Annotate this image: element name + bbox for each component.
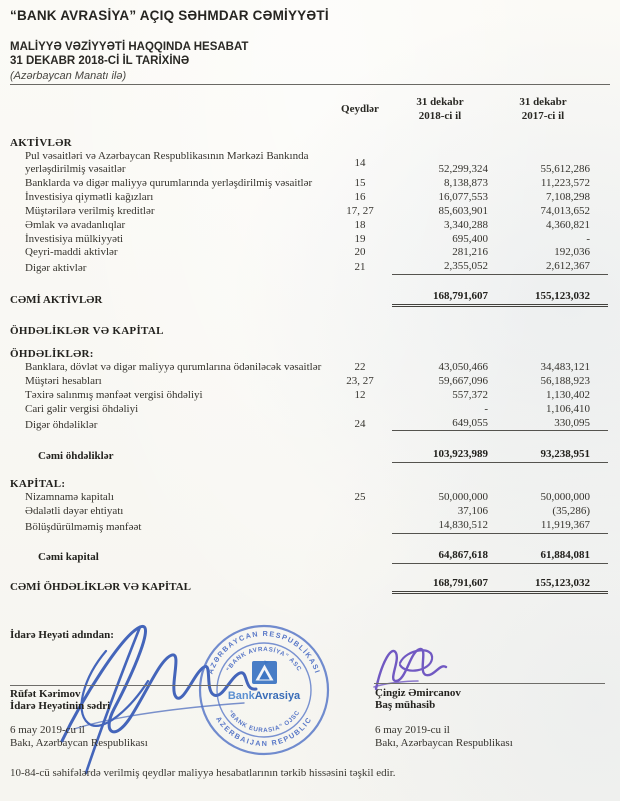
row-value-2017: 330,095 — [496, 417, 608, 432]
signature-place-left: Bakı, Azərbaycan Respublikası — [10, 737, 148, 749]
total-assets-row — [0, 290, 620, 307]
row-value-2017: (35,286) — [552, 505, 590, 518]
row-label: Müştəri hesabları — [25, 374, 102, 387]
on-behalf-label: İdarə Heyəti adından: — [10, 629, 114, 641]
row-value-2017: 56,188,923 — [540, 374, 590, 387]
notes-reference-footer: 10-84-cü səhifələrdə verilmiş qeydlər maliyyə hesabatlarının tərkib hissəsini təşkil edir. — [10, 767, 396, 779]
currency-note: (Azərbaycan Manatı ilə) — [10, 69, 127, 82]
row-note: 22 — [354, 361, 366, 374]
row-value-2018: 3,340,288 — [444, 218, 488, 231]
table-row — [0, 505, 620, 518]
row-note: 17, 27 — [346, 204, 374, 217]
bank-wordmark: BankAvrasiya — [227, 690, 301, 702]
row-note: 21 — [354, 261, 366, 274]
section-heading-capital: KAPİTAL: — [10, 478, 66, 491]
row-note: 15 — [354, 177, 366, 190]
row-label: Pul vəsaitləri və Azərbaycan Respublikasının Mərkəzi Bankında yerləşdirilmiş vəsaitlər — [25, 150, 309, 176]
row-value-2018: 50,000,000 — [438, 491, 488, 504]
grand-total-value-2017: 155,123,032 — [496, 577, 608, 594]
row-value-2017: 50,000,000 — [540, 491, 590, 504]
total-value-2018: 168,791,607 — [392, 290, 496, 307]
row-value-2018: 85,603,901 — [438, 204, 488, 217]
grand-total-label: CƏMİ ÖHDƏLİKLƏR VƏ KAPİTAL — [10, 580, 191, 593]
row-label: Digər aktivlər — [25, 262, 87, 275]
row-value-2018: - — [484, 402, 488, 415]
row-label: Cari gəlir vergisi öhdəliyi — [25, 402, 139, 415]
accountant-title: Baş mühasib — [375, 699, 436, 711]
table-row — [0, 205, 620, 218]
row-value-2018: 2,355,052 — [392, 260, 496, 275]
signature-section — [0, 601, 620, 767]
table-row — [0, 491, 620, 504]
total-liabilities-row — [0, 448, 620, 463]
report-title-line2: 31 DEKABR 2018-Cİ İL TARİXİNƏ — [10, 55, 190, 68]
row-note: 16 — [354, 191, 366, 204]
table-row — [0, 150, 620, 176]
table-row — [0, 403, 620, 416]
table-row — [0, 260, 620, 275]
signature-line-left — [10, 685, 243, 686]
row-value-2017: 1,130,402 — [546, 388, 590, 401]
total-label: Cəmi kapital — [38, 550, 99, 563]
table-row — [0, 519, 620, 534]
column-header-2017: 31 dekabr 2017-ci il — [519, 95, 567, 122]
row-value-2017: 11,919,367 — [496, 519, 608, 534]
total-value-2017: 61,884,081 — [496, 549, 608, 564]
row-label: İnvestisiya mülkiyyəti — [25, 232, 124, 245]
row-note: 14 — [354, 156, 366, 169]
row-note: 12 — [354, 388, 366, 401]
row-value-2018: 281,216 — [452, 246, 488, 259]
row-label: Digər öhdəliklər — [25, 418, 98, 431]
row-value-2018: 16,077,553 — [438, 191, 488, 204]
stamp-text-inner-top: “BANK AVRASİYA” ASC — [225, 645, 303, 673]
total-value-2018: 64,867,618 — [392, 549, 496, 564]
total-value-2018: 103,923,989 — [392, 448, 496, 463]
signature-line-right — [374, 683, 605, 684]
signature-date-right: 6 may 2019-cu il — [375, 724, 450, 736]
table-row — [0, 233, 620, 246]
row-value-2017: 4,360,821 — [546, 218, 590, 231]
section-heading-liabilities-and-equity: ÖHDƏLİKLƏR VƏ KAPİTAL — [10, 325, 164, 338]
stamp-text-inner-bottom: “BANK EURASIA” OJSC — [226, 709, 302, 735]
column-header-notes: Qeydlər — [341, 103, 379, 116]
stamp-text-outer-top: AZƏRBAYCAN RESPUBLİKASI — [205, 628, 323, 676]
row-note: 18 — [354, 218, 366, 231]
signature-date-left: 6 may 2019-cu il — [10, 724, 85, 736]
row-value-2017: 55,612,286 — [540, 163, 590, 176]
row-label: Ədalətli dəyər ehtiyatı — [25, 505, 124, 518]
report-title — [10, 40, 608, 69]
row-value-2018: 557,372 — [452, 388, 488, 401]
total-label: CƏMİ AKTİVLƏR — [10, 294, 103, 307]
row-value-2017: 1,106,410 — [546, 402, 590, 415]
row-value-2018: 649,055 — [392, 417, 496, 432]
stamp-text-outer-bottom: AZERBAIJAN REPUBLIC — [214, 714, 314, 749]
row-label: Əmlak və avadanlıqlar — [25, 218, 126, 231]
row-label: Qeyri-maddi aktivlər — [25, 246, 118, 259]
row-value-2017: 2,612,367 — [496, 260, 608, 275]
row-note: 24 — [354, 417, 366, 430]
grand-total-value-2018: 168,791,607 — [392, 577, 496, 594]
row-value-2018: 695,400 — [452, 232, 488, 245]
row-label: İnvestisiya qiymətli kağızları — [25, 191, 154, 204]
row-value-2017: 74,013,652 — [540, 204, 590, 217]
total-value-2017: 93,238,951 — [496, 448, 608, 463]
row-label: Müştərilərə verilmiş kreditlər — [25, 204, 155, 217]
accountant-name: Çingiz Əmircanov — [375, 687, 461, 699]
total-label: Cəmi öhdəliklər — [38, 450, 114, 463]
row-value-2017: 11,223,572 — [540, 177, 590, 190]
row-note: 20 — [354, 246, 366, 259]
row-note: 25 — [354, 491, 366, 504]
row-value-2017: 192,036 — [554, 246, 590, 259]
row-value-2017: - — [586, 232, 590, 245]
table-row — [0, 219, 620, 232]
header-rule — [10, 84, 610, 85]
row-label: Təxirə salınmış mənfəət vergisi öhdəliyi — [25, 388, 203, 401]
chairman-name: Rüfət Kərimov — [10, 688, 81, 700]
report-title-line1: MALİYYƏ VƏZİYYƏTİ HAQQINDA HESABAT — [10, 41, 249, 53]
row-label: Nizamnamə kapitalı — [25, 491, 114, 504]
row-value-2018: 8,138,873 — [444, 177, 488, 190]
table-row — [0, 361, 620, 374]
grand-total-row — [0, 577, 620, 594]
row-value-2018: 52,299,324 — [438, 163, 488, 176]
row-note: 23, 27 — [346, 374, 374, 387]
chairman-title: İdarə Heyətinin sədri — [10, 700, 111, 712]
row-label: Bölüşdürülməmiş mənfəət — [25, 520, 142, 533]
table-row — [0, 417, 620, 432]
table-row — [0, 177, 620, 190]
table-row — [0, 191, 620, 204]
row-value-2017: 34,483,121 — [540, 361, 590, 374]
row-value-2017: 7,108,298 — [546, 191, 590, 204]
table-row — [0, 375, 620, 388]
bank-stamp — [196, 622, 332, 758]
document-header — [0, 0, 620, 82]
bank-logo-icon — [252, 661, 277, 685]
row-label: Banklara, dövlət və digər maliyyə qurumlarına ödəniləcək vəsaitlər — [25, 361, 322, 374]
total-value-2017: 155,123,032 — [496, 290, 608, 307]
table-row — [0, 389, 620, 402]
section-heading-assets: AKTİVLƏR — [10, 137, 72, 150]
section-heading-liabilities: ÖHDƏLİKLƏR: — [10, 348, 94, 361]
row-value-2018: 43,050,466 — [438, 361, 488, 374]
row-label: Banklarda və digər maliyyə qurumlarında yerləşdirilmiş vəsaitlər — [25, 177, 313, 190]
row-value-2018: 14,830,512 — [392, 519, 496, 534]
column-header-row — [0, 96, 620, 124]
row-value-2018: 37,106 — [457, 505, 488, 518]
row-note: 19 — [354, 232, 366, 245]
company-title: “BANK AVRASİYA” AÇIQ SƏHMDAR CƏMİYYƏTİ — [10, 8, 329, 23]
column-header-2018: 31 dekabr 2018-ci il — [416, 95, 464, 122]
table-row — [0, 246, 620, 259]
signature-place-right: Bakı, Azərbaycan Respublikası — [375, 737, 513, 749]
row-value-2018: 59,667,096 — [438, 374, 488, 387]
total-capital-row — [0, 549, 620, 564]
